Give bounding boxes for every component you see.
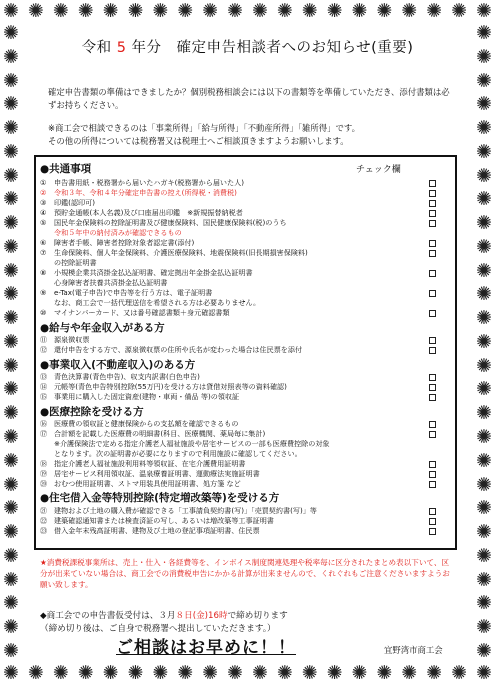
- flower-border-left: [0, 22, 22, 662]
- checklist-item-8: [40, 268, 448, 278]
- flower-icon: ✺: [3, 140, 19, 163]
- flower-icon: ✺: [102, 0, 119, 22]
- checkbox-item-23[interactable]: [429, 528, 436, 535]
- deadline-date: ８日(金)16時: [175, 611, 228, 621]
- flower-icon: ✺: [3, 330, 19, 353]
- check-column-header: チェック欄: [356, 165, 401, 175]
- flower-icon: ✺: [77, 662, 94, 684]
- checklist-box: [34, 155, 457, 550]
- flower-icon: ✺: [301, 662, 318, 684]
- flower-icon: ✺: [251, 662, 268, 684]
- flower-icon: ✺: [227, 0, 243, 22]
- page-title: [24, 36, 471, 57]
- checkbox-item-10[interactable]: [429, 310, 436, 317]
- flower-icon: ✺: [102, 662, 119, 684]
- item-number: ⑧: [40, 268, 47, 277]
- flower-icon: ✺: [3, 235, 19, 258]
- flower-icon: ✺: [376, 0, 393, 22]
- checklist-item-4: [40, 208, 448, 218]
- checklist-item-23: [40, 526, 448, 536]
- flower-icon: ✺: [301, 0, 318, 22]
- checkbox-item-6[interactable]: [429, 240, 436, 247]
- checklist-item-8-cont: 心身障害者扶養共済掛金払込証明書: [54, 278, 168, 287]
- checklist-item-20: [40, 479, 448, 489]
- flower-icon: ✺: [476, 616, 492, 639]
- flower-border-top: [0, 0, 495, 22]
- item-number: ㉑: [40, 506, 48, 515]
- flower-icon: ✺: [3, 449, 19, 472]
- checkbox-item-19[interactable]: [429, 471, 436, 478]
- item-number: ⑥: [40, 238, 47, 247]
- flower-icon: ✺: [202, 662, 219, 684]
- item-text: 障害者手帳、障害者控除対象者認定書(添付): [54, 238, 195, 247]
- title-year: 5: [116, 40, 127, 56]
- flower-icon: ✺: [3, 521, 19, 544]
- flower-icon: ✺: [3, 568, 19, 591]
- section-common-heading: ●共通事項: [40, 163, 92, 175]
- item-number: ⑭: [40, 382, 48, 391]
- item-text: 源泉徴収票: [54, 335, 90, 344]
- flower-icon: ✺: [351, 0, 368, 22]
- item-text: 建築確認通知書または検査済証の写し、あるいは増改築等工事証明書: [54, 516, 274, 525]
- content-area: [24, 24, 471, 660]
- flower-icon: ✺: [476, 117, 492, 140]
- flower-icon: ✺: [276, 662, 293, 684]
- checklist-item-22: [40, 516, 448, 526]
- checkbox-item-11[interactable]: [429, 337, 436, 344]
- flower-icon: ✺: [127, 662, 144, 684]
- checkbox-item-20[interactable]: [429, 481, 436, 488]
- flower-icon: ✺: [476, 568, 492, 591]
- checklist-item-3: [40, 198, 448, 208]
- checklist-item-1: [40, 178, 448, 188]
- section-business-heading: ●事業収入(不動産収入)のある方: [40, 359, 196, 371]
- checklist-item-21: [40, 506, 448, 516]
- title-suffix: 年分 確定申告相談者へのお知らせ(重要): [131, 40, 414, 56]
- checklist-item-5-cont: 令和５年中の納付済みが確認できるもの: [54, 228, 182, 237]
- flower-icon: ✺: [3, 426, 19, 449]
- item-number: ⑩: [40, 308, 47, 317]
- item-text: 借入金年末残高証明書、建物及び土地の登記事項証明書、住民票: [54, 526, 260, 535]
- flower-icon: ✺: [476, 592, 492, 615]
- item-number: ⑪: [40, 335, 48, 344]
- deadline-line-1: [40, 610, 460, 623]
- flower-icon: ✺: [326, 0, 343, 22]
- flower-icon: ✺: [3, 378, 19, 401]
- item-text: 事業用に購入した固定資産(建物・車両・備品 等)の領収証: [54, 392, 240, 401]
- item-number: ⑱: [40, 459, 48, 468]
- checkbox-item-21[interactable]: [429, 508, 436, 515]
- flower-icon: ✺: [476, 69, 492, 92]
- item-text: おむつ使用証明書、ストマ用装具使用証明書、処方箋 など: [54, 479, 241, 488]
- flower-icon: ✺: [476, 354, 492, 377]
- checklist-item-10: [40, 308, 448, 318]
- flower-icon: ✺: [476, 497, 492, 520]
- item-text: 生命保険料、個人年金保険料、介護医療保険料、地震保険料(旧長期損害保険料): [54, 248, 308, 257]
- flower-icon: ✺: [476, 45, 492, 68]
- flower-icon: ✺: [3, 212, 19, 235]
- flower-icon: ✺: [451, 662, 467, 684]
- notice-line-2: その他の所得については税務署又は税理士へご相談頂きますようお願いします。: [48, 136, 349, 146]
- item-number: ②: [40, 188, 47, 197]
- item-text: 医療費の領収証と健康保険からの支払額を確認できるもの: [54, 419, 239, 428]
- flower-icon: ✺: [476, 521, 492, 544]
- checklist-item-17: [40, 429, 448, 439]
- checklist-item-9: [40, 288, 448, 298]
- checklist-item-13: [40, 372, 448, 382]
- checkbox-item-22[interactable]: [429, 518, 436, 525]
- checkbox-item-18[interactable]: [429, 461, 436, 468]
- checklist-item-14: [40, 382, 448, 392]
- item-number: ㉒: [40, 516, 48, 525]
- item-text: 居宅サービス利用領収証、温泉療養証明書、運動療法実施証明書: [54, 469, 260, 478]
- flower-icon: ✺: [3, 188, 19, 211]
- flower-icon: ✺: [3, 592, 19, 615]
- checkbox-item-1[interactable]: [429, 180, 436, 187]
- checklist-item-7: [40, 248, 448, 258]
- flower-icon: ✺: [476, 140, 492, 163]
- checkbox-item-17[interactable]: [429, 431, 436, 438]
- flower-icon: ✺: [476, 449, 492, 472]
- flower-icon: ✺: [326, 662, 343, 684]
- flower-icon: ✺: [27, 662, 44, 684]
- flower-icon: ✺: [476, 473, 492, 496]
- flower-icon: ✺: [3, 283, 19, 306]
- item-number: ⑤: [40, 218, 47, 227]
- item-text: 小規模企業共済掛金払込証明書、確定拠出年金掛金払込証明書: [54, 268, 253, 277]
- checklist-item-2: [40, 188, 448, 198]
- item-number: ⑮: [40, 392, 48, 401]
- flower-icon: ✺: [251, 0, 268, 22]
- item-text: 預貯金通帳(本人名義)及び口座届出印鑑 ※新規振替納税者: [54, 208, 243, 217]
- checkbox-item-13[interactable]: [429, 374, 436, 381]
- item-number: ③: [40, 198, 47, 207]
- flower-icon: ✺: [3, 22, 19, 44]
- item-number: ⑨: [40, 288, 47, 297]
- item-number: ㉓: [40, 526, 48, 535]
- checkbox-item-16[interactable]: [429, 421, 436, 428]
- item-text: 申告書用紙・税務署から届いたハガキ(税務署から届いた人): [54, 178, 244, 187]
- checklist-item-9-cont: なお、商工会で一括代理送信を希望される方は必要ありません。: [54, 298, 261, 307]
- flower-icon: ✺: [202, 0, 219, 22]
- item-text: 青色決算書(青色申告)、収支内訳書(白色申告): [54, 372, 200, 381]
- section-housing-heading: ●住宅借入金等特別控除(特定増改築等)を受ける方: [40, 492, 280, 504]
- item-text: 建物および土地の購入費が確認できる「工事請負契約書(写)」「売買契約書(写)」等: [54, 506, 317, 515]
- flower-icon: ✺: [476, 426, 492, 449]
- checklist-item-7-cont: の控除証明書: [54, 258, 97, 267]
- item-number: ①: [40, 178, 47, 187]
- flower-icon: ✺: [3, 259, 19, 282]
- item-number: ⑬: [40, 372, 48, 381]
- section-medical-heading: ●医療控除を受ける方: [40, 406, 144, 418]
- item-text: 合計額を記載した医療費の明細書(科目、医療機関、薬局毎に集計): [54, 429, 266, 438]
- checkbox-item-15[interactable]: [429, 394, 436, 401]
- deadline-line-2: （締め切り後は、ご自身で税務署へ提出していただきます。）: [40, 624, 276, 634]
- flower-icon: ✺: [3, 402, 19, 425]
- flower-icon: ✺: [3, 544, 19, 567]
- flower-icon: ✺: [152, 662, 169, 684]
- item-number: ⑫: [40, 345, 48, 354]
- flower-icon: ✺: [476, 283, 492, 306]
- item-text: マイナンバーカード、又は番号確認書類＋身元確認書類: [54, 308, 230, 317]
- checklist-item-15: [40, 392, 448, 402]
- title-prefix: 令和: [81, 40, 112, 56]
- section-salary-heading: ●給与や年金収入がある方: [40, 322, 165, 334]
- item-text: 国民年金保険料の控除証明書及び健康保険料、国民健康保険料(税)のうち: [54, 218, 287, 227]
- flower-icon: ✺: [475, 662, 492, 684]
- flower-icon: ✺: [3, 69, 19, 92]
- flower-icon: ✺: [3, 164, 19, 187]
- consumption-tax-warning: ★消費税課税事業所は、売上・仕入・各経費等を、インボイス制度関連処理や税率毎に区分されたまとめ表以下いて、区分が出来ていない場合は、商工会での消費税申告にかかる計算が出来ませんので、くれぐれもご注意くださいますようお願い致します。: [40, 558, 450, 589]
- item-text: e-Tax(電子申告)で申告等を行う方は、電子証明書: [54, 288, 213, 297]
- flower-icon: ✺: [3, 662, 19, 684]
- flower-border-bottom: [0, 662, 495, 684]
- checklist-item-11: [40, 335, 448, 345]
- checkbox-item-4[interactable]: [429, 210, 436, 217]
- flower-icon: ✺: [426, 662, 443, 684]
- flower-icon: ✺: [476, 235, 492, 258]
- checklist-item-19: [40, 469, 448, 479]
- item-text: 令和３年、令和４年分確定申告書の控え(所得税・消費税): [54, 188, 237, 197]
- flower-icon: ✺: [401, 0, 418, 22]
- flower-icon: ✺: [52, 0, 69, 22]
- checkbox-item-12[interactable]: [429, 347, 436, 354]
- flower-border-right: [473, 22, 495, 662]
- flower-icon: ✺: [476, 402, 492, 425]
- flower-icon: ✺: [3, 45, 19, 68]
- organization-name: 宜野湾市商工会: [384, 645, 443, 655]
- flower-icon: ✺: [3, 639, 19, 662]
- flower-icon: ✺: [52, 662, 69, 684]
- flower-icon: ✺: [476, 188, 492, 211]
- checklist-item-12: [40, 345, 448, 355]
- checkbox-item-14[interactable]: [429, 384, 436, 391]
- flower-icon: ✺: [476, 307, 492, 330]
- checklist-item-18: [40, 459, 448, 469]
- item-number: ⑦: [40, 248, 47, 257]
- notice-text: [48, 122, 458, 148]
- flower-icon: ✺: [476, 330, 492, 353]
- item-number: ⑲: [40, 469, 48, 478]
- flower-icon: ✺: [3, 473, 19, 496]
- deadline-post: で締め切ります: [227, 611, 288, 621]
- checkbox-item-5[interactable]: [429, 220, 436, 227]
- flower-icon: ✺: [476, 259, 492, 282]
- intro-text: 確定申告書類の準備はできましたか？個別税務相談会には以下の書類等を準備していただき、添付書類は必ずお持ちください。: [48, 87, 450, 110]
- flower-icon: ✺: [3, 616, 19, 639]
- flower-icon: ✺: [476, 212, 492, 235]
- checkbox-item-8[interactable]: [429, 270, 436, 277]
- flower-icon: ✺: [27, 0, 44, 22]
- checkbox-item-9[interactable]: [429, 290, 436, 297]
- flower-icon: ✺: [451, 0, 467, 22]
- item-text: 指定介護老人福祉施設利用料等領収証、在宅介護費用証明書: [54, 459, 246, 468]
- item-number: ④: [40, 208, 47, 217]
- flower-icon: ✺: [3, 93, 19, 116]
- flower-icon: ✺: [127, 0, 144, 22]
- notice-line-1: ※商工会で相談できるのは「事業所得」「給与所得」「不動産所得」「雑所得」です。: [48, 123, 361, 133]
- checkbox-item-7[interactable]: [429, 250, 436, 257]
- item-text: 印鑑(認印可): [54, 198, 96, 207]
- flower-icon: ✺: [476, 378, 492, 401]
- flower-icon: ✺: [227, 662, 243, 684]
- item-number: ⑯: [40, 419, 48, 428]
- flower-icon: ✺: [475, 0, 492, 22]
- item-number: ⑳: [40, 479, 48, 488]
- flower-icon: ✺: [3, 117, 19, 140]
- flower-icon: ✺: [426, 0, 443, 22]
- flower-icon: ✺: [177, 0, 194, 22]
- flower-icon: ✺: [476, 639, 492, 662]
- flower-icon: ✺: [152, 0, 169, 22]
- flower-icon: ✺: [476, 164, 492, 187]
- flower-icon: ✺: [77, 0, 94, 22]
- closing-message: ご相談はお早めに！！: [116, 638, 296, 658]
- flower-icon: ✺: [476, 93, 492, 116]
- item-text: 還付申告をする方で、源泉徴収票の住所や氏名が変わった場合は住民票を添付: [54, 345, 303, 354]
- deadline-pre: ◆商工会での申告書仮受付は、３月: [40, 611, 176, 621]
- flower-icon: ✺: [476, 22, 492, 44]
- flower-icon: ✺: [3, 307, 19, 330]
- flower-icon: ✺: [3, 354, 19, 377]
- item-text: 元帳等(青色申告特別控除(55万円)を受ける方は貸借対照表等の資料確認): [54, 382, 287, 391]
- item-number: ⑰: [40, 429, 48, 438]
- checklist-item-17-note-2: となります。次の証明書が必要になりますので利用施設に確認してください。: [54, 449, 302, 458]
- flower-icon: ✺: [3, 0, 19, 22]
- checklist-item-17-note-1: ※介護保険法で定める指定介護老人福祉施設や居宅サービスの一部も医療費控除の対象: [54, 439, 330, 448]
- flower-icon: ✺: [177, 662, 194, 684]
- flower-icon: ✺: [3, 497, 19, 520]
- flower-icon: ✺: [351, 662, 368, 684]
- flower-icon: ✺: [401, 662, 418, 684]
- checkbox-item-3[interactable]: [429, 200, 436, 207]
- checklist-item-16: [40, 419, 448, 429]
- checklist-item-6: [40, 238, 448, 248]
- checklist-item-5: [40, 218, 448, 228]
- flower-icon: ✺: [276, 0, 293, 22]
- flower-icon: ✺: [376, 662, 393, 684]
- flower-icon: ✺: [476, 544, 492, 567]
- checkbox-item-2[interactable]: [429, 190, 436, 197]
